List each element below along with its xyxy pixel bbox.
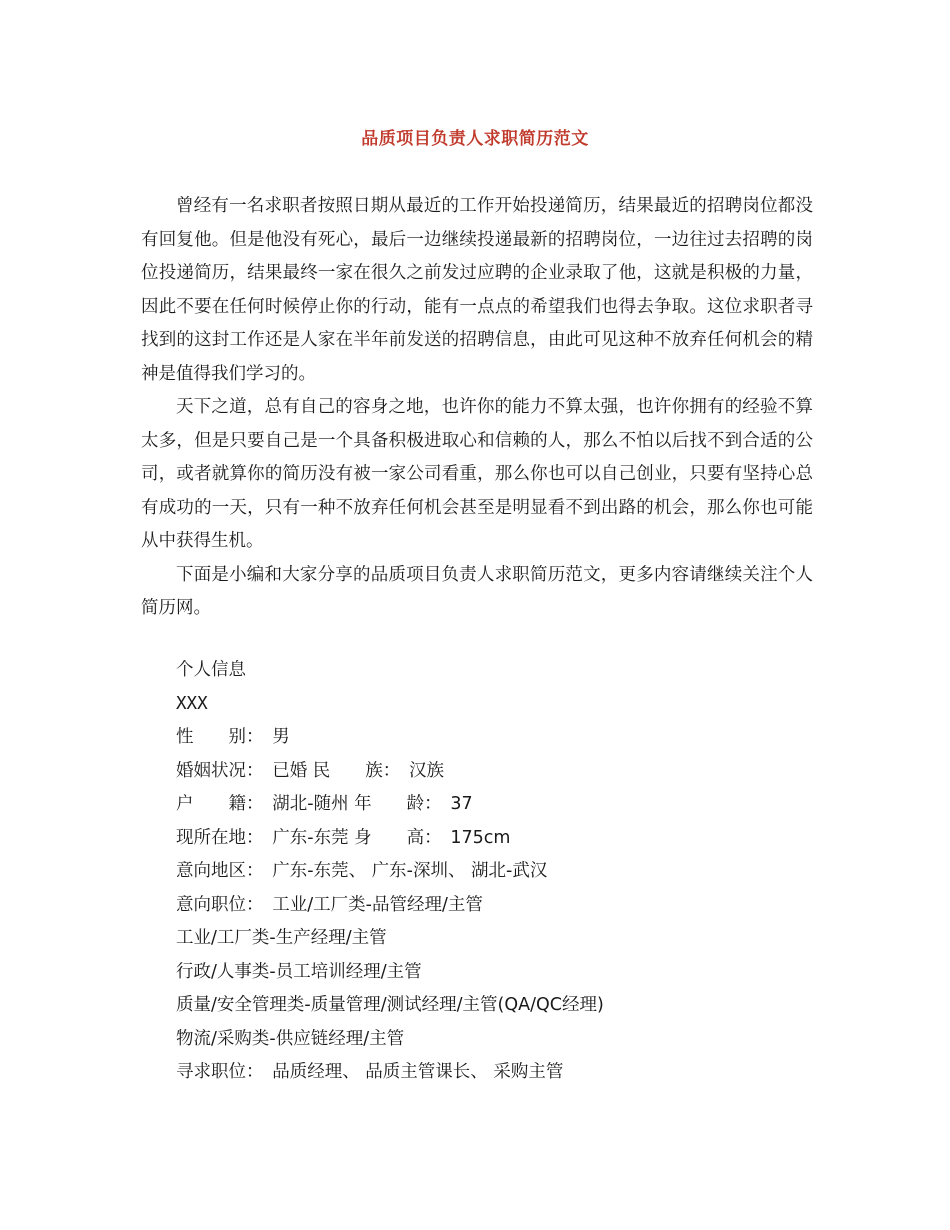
- info-position-item: 质量/安全管理类-质量管理/测试经理/主管(QA/QC经理): [176, 995, 604, 1015]
- personal-info-section: [176, 654, 816, 1090]
- paragraph-encouragement: 天下之道，总有自己的容身之地，也许你的能力不算太强，也许你拥有的经验不算太多，但是只要自己是一个具备积极进取心和信赖的人，那么不怕以后找不到合适的公司，或者就算你的简历没有被一家公司看重，那么你也可以自己创业，只要有坚持心总有成功的一天，只有一种不放弃任何机会甚至是明显看不到出路的机会，那么你也可能从中获得生机。: [141, 397, 813, 551]
- paragraph-intro: 曾经有一名求职者按照日期从最近的工作开始投递简历，结果最近的招聘岗位都没有回复他。但是他没有死心，最后一边继续投递最新的招聘岗位，一边往过去招聘的岗位投递简历，结果最终一家在很久之前发过应聘的企业录取了他，这就是积极的力量，因此不要在任何时候停止你的行动，能有一点点的希望我们也得去争取。这位求职者寻找到的这封工作还是人家在半年前发送的招聘信息，由此可见这种不放弃任何机会的精神是值得我们学习的。: [141, 196, 813, 384]
- document-body: [141, 190, 813, 626]
- info-name: XXX: [176, 693, 208, 714]
- info-gender: 性 别： 男: [176, 727, 290, 747]
- info-desired-regions: 意向地区： 广东-东莞、 广东-深圳、 湖北-武汉: [176, 861, 548, 881]
- info-location-height: 现所在地： 广东-东莞 身 高： 175cm: [176, 827, 511, 848]
- paragraph-lead-in: 下面是小编和大家分享的品质项目负责人求职简历范文，更多内容请继续关注个人简历网。: [141, 564, 813, 618]
- info-position-item: 工业/工厂类-生产经理/主管: [176, 928, 387, 948]
- info-position-item: 行政/人事类-员工培训经理/主管: [176, 961, 422, 982]
- info-marital-ethnicity: 婚姻状况： 已婚 民 族： 汉族: [176, 760, 445, 781]
- info-sought-positions: 寻求职位： 品质经理、 品质主管课长、 采购主管: [176, 1062, 564, 1082]
- info-desired-position: 意向职位： 工业/工厂类-品管经理/主管: [176, 894, 483, 915]
- document-title: 品质项目负责人求职简历范文: [361, 129, 589, 149]
- info-hometown-age: 户 籍： 湖北-随州 年 龄： 37: [176, 794, 473, 814]
- info-heading: 个人信息: [176, 660, 246, 680]
- info-position-item: 物流/采购类-供应链经理/主管: [176, 1028, 405, 1049]
